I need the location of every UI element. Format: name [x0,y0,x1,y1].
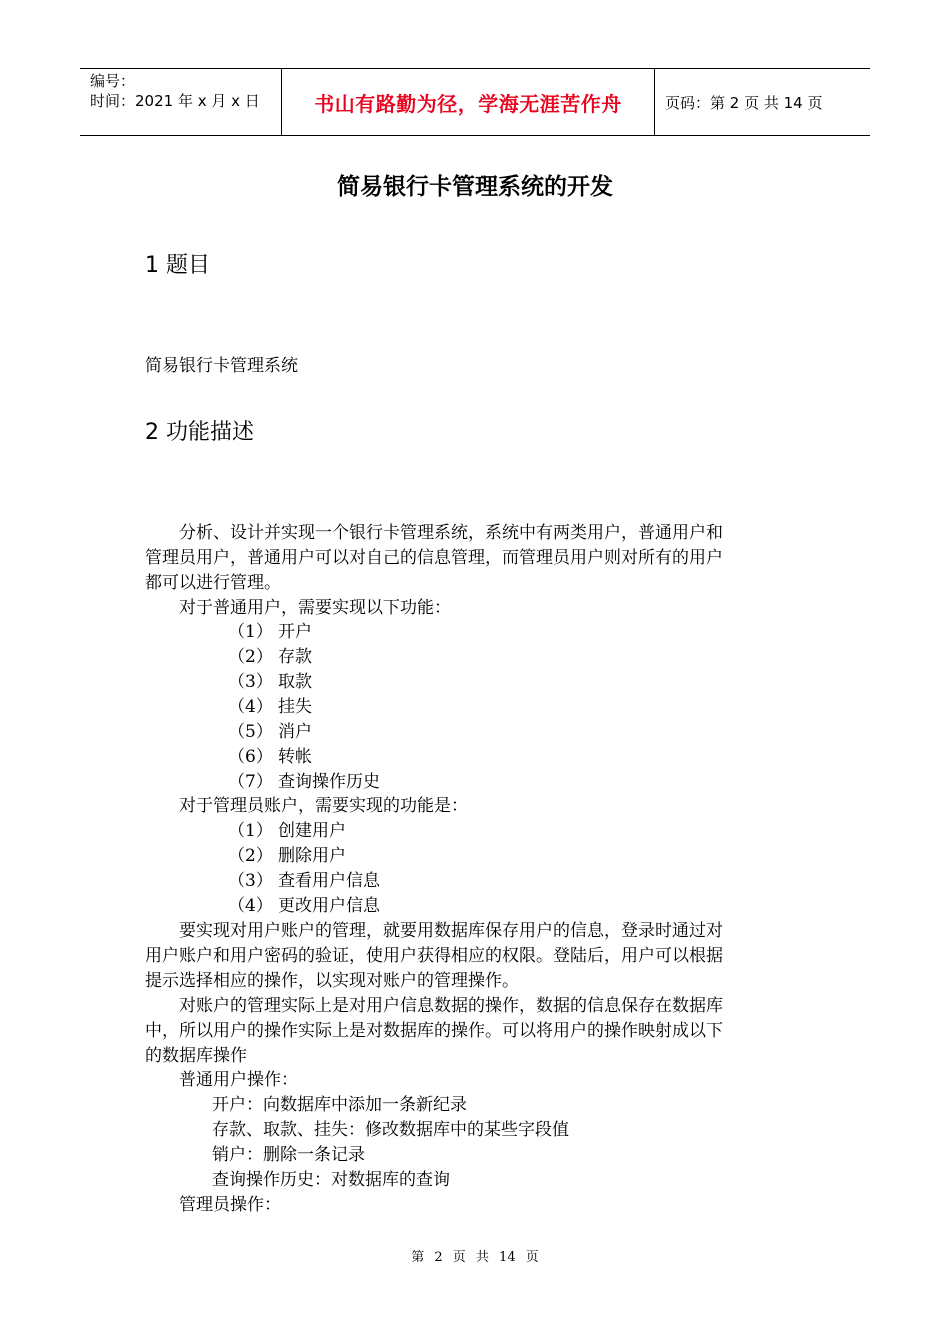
list-item: （6） 转帐 [228,747,312,767]
doc-date-label: 时间：2021 年 x 月 x 日 [90,92,260,110]
paragraph-line: 用户账户和用户密码的验证，使用户获得相应的权限。登陆后，用户可以根据 [145,946,723,966]
header-page-info: 页码：第 2 页 共 14 页 [665,93,823,112]
list-item: （4） 更改用户信息 [228,896,380,916]
page-footer: 第 2 页 共 14 页 [411,1250,539,1265]
list-item: （3） 取款 [228,672,312,692]
list-item: （4） 挂失 [228,697,312,717]
list-item: （5） 消户 [228,722,312,742]
section-heading-1: 1 题目 [145,253,210,278]
paragraph-line: 分析、设计并实现一个银行卡管理系统，系统中有两类用户，普通用户和 [179,523,723,543]
section-heading-2: 2 功能描述 [145,420,254,445]
list-item: 查询操作历史：对数据库的查询 [212,1170,450,1190]
admin-intro: 对于管理员账户，需要实现的功能是： [179,796,468,816]
list-item: （2） 存款 [228,647,312,667]
paragraph-line: 提示选择相应的操作，以实现对账户的管理操作。 [145,971,519,991]
list-item: （1） 创建用户 [228,821,346,841]
paragraph-line: 的数据库操作 [145,1046,247,1066]
normal-ops-heading: 普通用户操作： [179,1070,298,1090]
list-item: 销户：删除一条记录 [212,1145,365,1165]
header-meta-cell [80,69,282,135]
doc-number-label: 编号： [90,72,136,90]
list-item: （2） 删除用户 [228,846,346,866]
paragraph-line: 管理员用户，普通用户可以对自己的信息管理，而管理员用户则对所有的用户 [145,548,723,568]
paragraph-line: 对账户的管理实际上是对用户信息数据的操作，数据的信息保存在数据库 [179,996,723,1016]
header-table [80,68,870,136]
header-page-cell [655,69,870,135]
list-item: （1） 开户 [228,622,312,642]
list-item: 开户：向数据库中添加一条新纪录 [212,1095,467,1115]
normal-user-intro: 对于普通用户，需要实现以下功能： [179,598,451,618]
admin-ops-heading: 管理员操作： [179,1195,281,1215]
list-item: （3） 查看用户信息 [228,871,380,891]
list-item: 存款、取款、挂失：修改数据库中的某些字段值 [212,1120,569,1140]
header-motto: 书山有路勤为径，学海无涯苦作舟 [314,91,622,116]
paragraph-line: 要实现对用户账户的管理，就要用数据库保存用户的信息，登录时通过对 [179,921,723,941]
paragraph-line: 中，所以用户的操作实际上是对数据库的操作。可以将用户的操作映射成以下 [145,1021,723,1041]
section-1-text: 简易银行卡管理系统 [145,356,298,376]
paragraph-line: 都可以进行管理。 [145,573,281,593]
list-item: （7） 查询操作历史 [228,772,380,792]
document-title: 简易银行卡管理系统的开发 [337,174,613,200]
header-motto-cell [282,69,655,135]
